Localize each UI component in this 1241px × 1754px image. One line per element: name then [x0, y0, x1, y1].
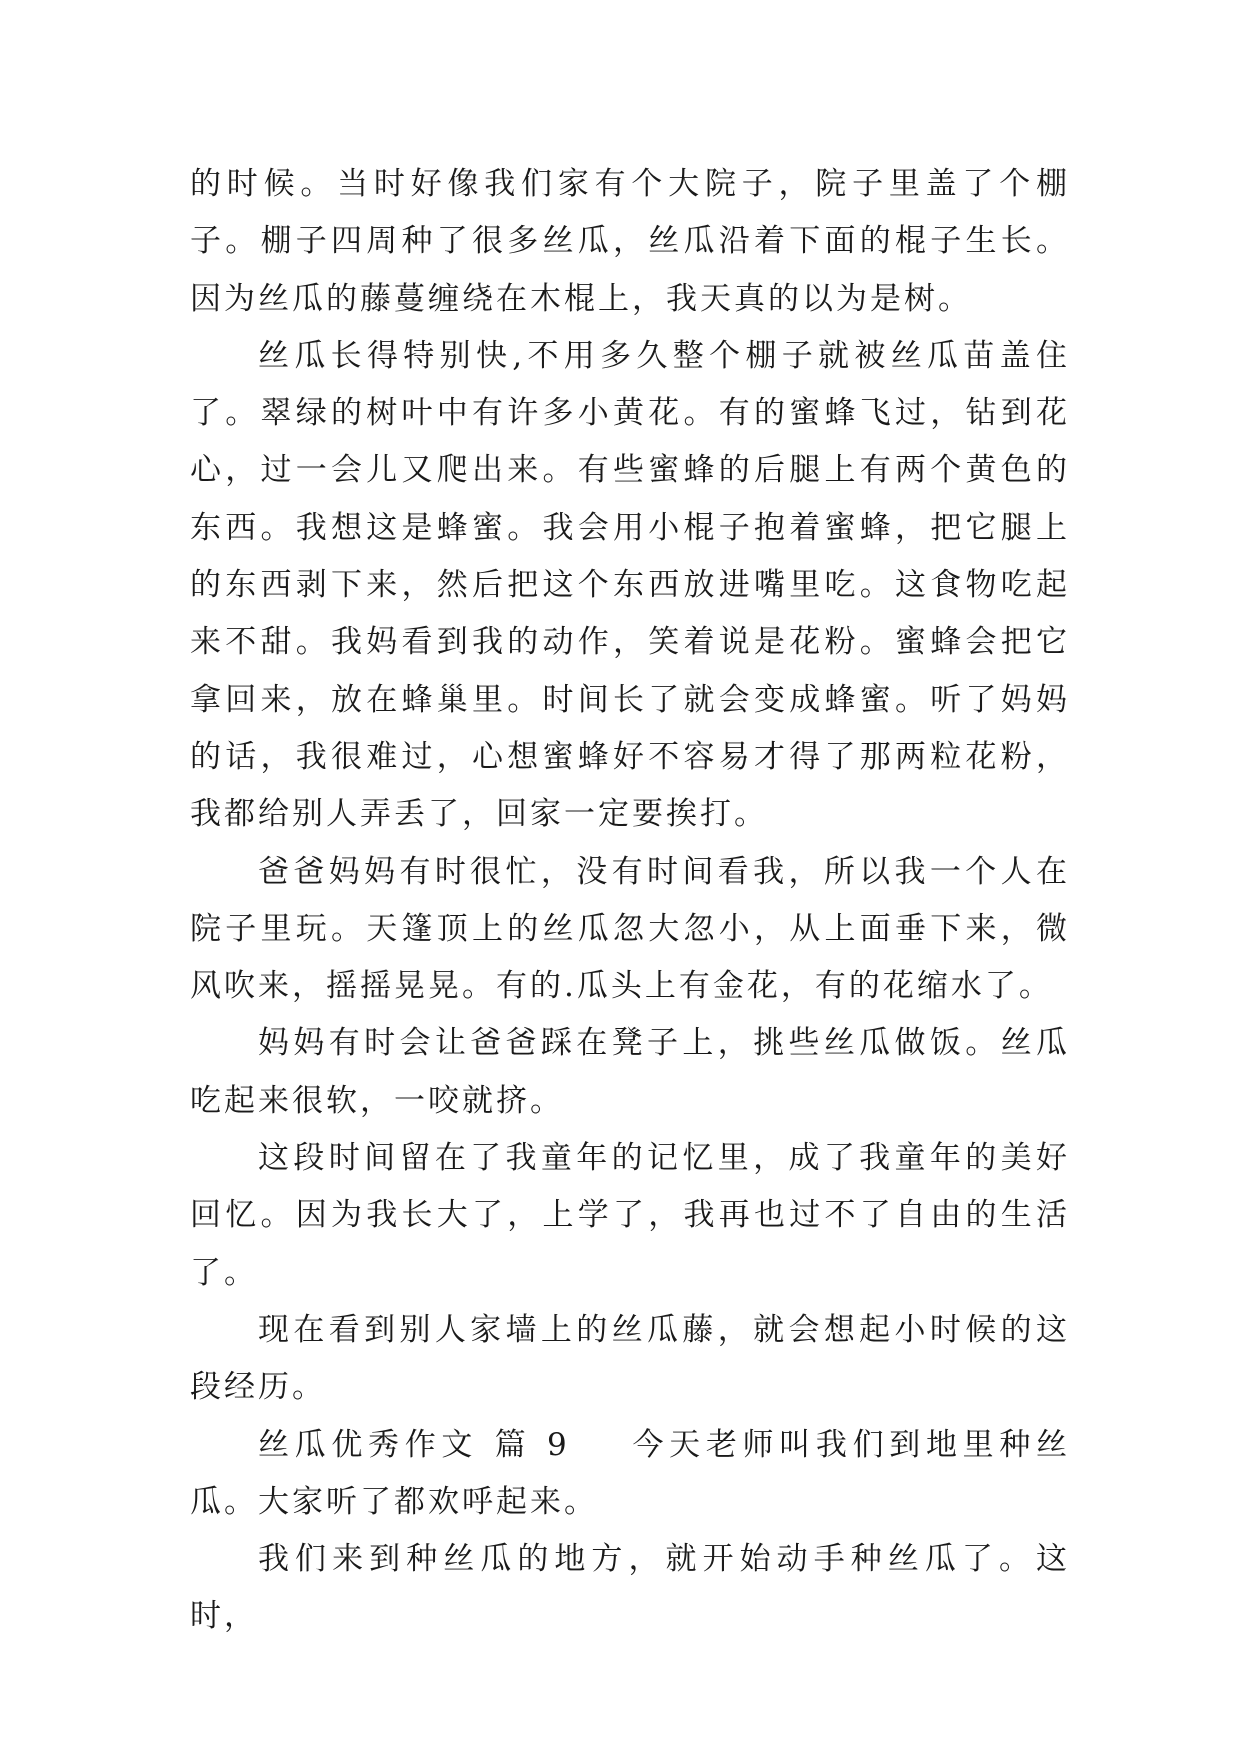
paragraph-4: 妈妈有时会让爸爸踩在凳子上，挑些丝瓜做饭。丝瓜吃起来很软，一咬就挤。 [190, 1025, 1070, 1119]
paragraph-last: 我们来到种丝瓜的地方，就开始动手种丝瓜了。这时， [190, 1541, 1070, 1635]
section-text: 今天老师叫我们到地里种丝瓜。大家听了都欢呼起来。 [190, 1426, 1071, 1520]
paragraph-2: 丝瓜长得特别快,不用多久整个棚子就被丝瓜苗盖住了。翠绿的树叶中有许多小黄花。有的蜜蜂飞过，钻到花心，过一会儿又爬出来。有些蜜蜂的后腿上有两个黄色的东西。我想这是蜂蜜。我会用小棍子抱着蜜蜂，把它腿上的东西剥下来，然后把这个东西放进嘴里吃。这食物吃起来不甜。我妈看到我的动作，笑着说是花粉。蜜蜂会把它拿回来，放在蜂巢里。时间长了就会变成蜂蜜。听了妈妈的话，我很难过，心想蜜蜂好不容易才得了那两粒花粉，我都给别人弄丢了，回家一定要挨打。 [190, 337, 1070, 833]
paragraph-1: 的时候。当时好像我们家有个大院子，院子里盖了个棚子。棚子四周种了很多丝瓜，丝瓜沿着下面的棍子生长。因为丝瓜的藤蔓缠绕在木棍上，我天真的以为是树。 [190, 166, 1070, 317]
paragraph-3: 爸爸妈妈有时很忙，没有时间看我，所以我一个人在院子里玩。天篷顶上的丝瓜忽大忽小，从上面垂下来，微风吹来，摇摇晃晃。有的.瓜头上有金花，有的花缩水了。 [190, 853, 1070, 1005]
paragraph-6: 现在看到别人家墙上的丝瓜藤，就会想起小时候的这段经历。 [190, 1311, 1070, 1406]
paragraph-5: 这段时间留在了我童年的记忆里，成了我童年的美好回忆。因为我长大了，上学了，我再也过不了自由的生活了。 [190, 1140, 1070, 1291]
section-number: 篇 9 [492, 1426, 570, 1463]
section-title: 丝瓜优秀作文 [258, 1426, 479, 1463]
document-body [190, 156, 1070, 1646]
section-paragraph [190, 1417, 1070, 1532]
